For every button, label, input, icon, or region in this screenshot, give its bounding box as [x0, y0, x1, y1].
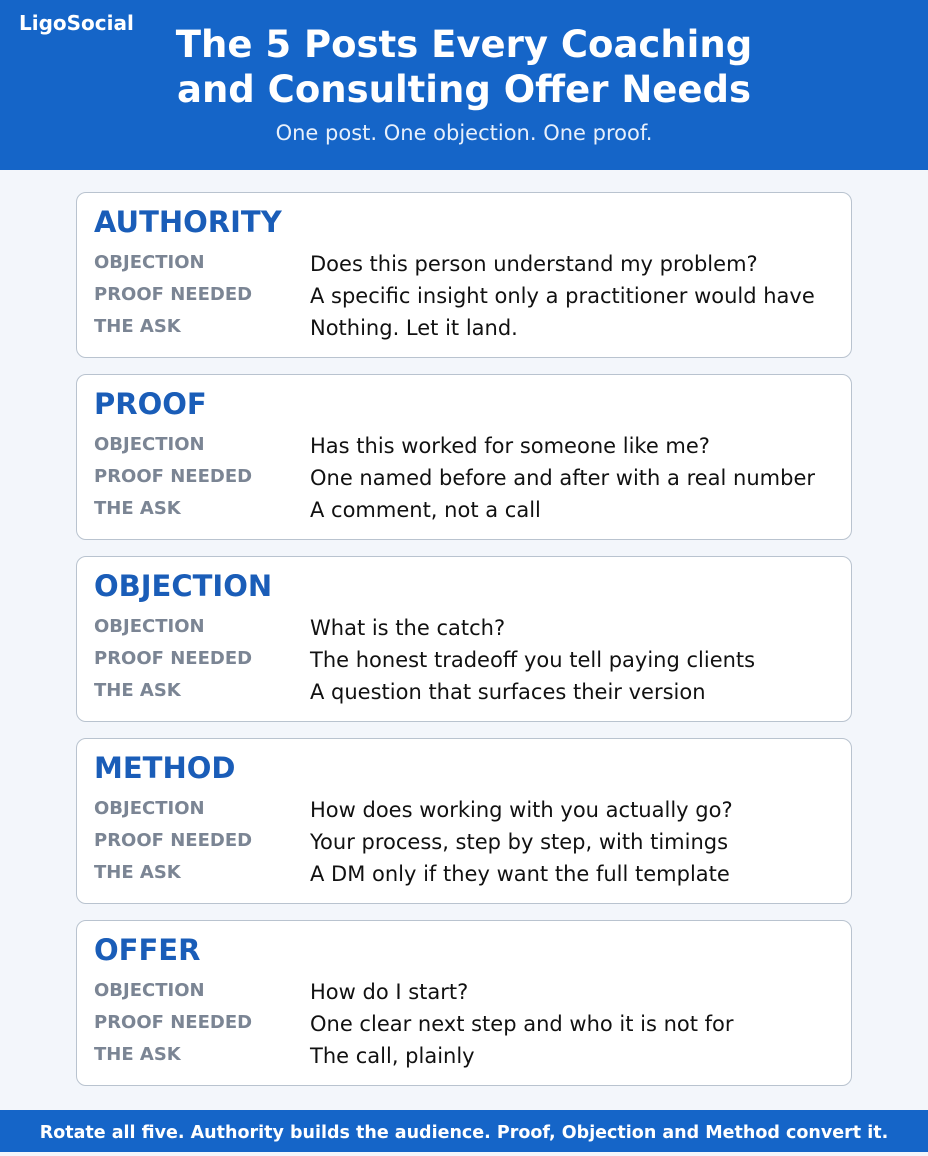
card-offer	[76, 920, 852, 1086]
proof-needed-value: Your process, step by step, with timings	[310, 830, 729, 854]
objection-value: Does this person understand my problem?	[310, 252, 758, 276]
footer-text: Rotate all five. Authority builds the audience. Proof, Objection and Method convert it.	[39, 1123, 889, 1143]
brand-logo: LigoSocial	[19, 11, 134, 35]
objection-label: OBJECTION	[94, 980, 205, 1001]
header-banner	[0, 0, 928, 170]
the-ask-value: The call, plainly	[310, 1044, 475, 1068]
objection-row	[94, 798, 841, 828]
proof-needed-value: A specific insight only a practitioner would have	[310, 284, 815, 308]
the-ask-row	[94, 680, 841, 710]
the-ask-value: Nothing. Let it land.	[310, 316, 518, 340]
objection-value: What is the catch?	[310, 616, 506, 640]
the-ask-row	[94, 316, 841, 346]
objection-label: OBJECTION	[94, 434, 205, 455]
proof-needed-row	[94, 648, 841, 678]
proof-needed-value: One clear next step and who it is not for	[310, 1012, 734, 1036]
card-title: OFFER	[94, 933, 201, 967]
card-method	[76, 738, 852, 904]
page-title	[0, 22, 928, 112]
proof-needed-row	[94, 830, 841, 860]
proof-needed-value: One named before and after with a real number	[310, 466, 815, 490]
the-ask-label: THE ASK	[94, 498, 181, 519]
the-ask-row	[94, 1044, 841, 1074]
objection-value: Has this worked for someone like me?	[310, 434, 710, 458]
proof-needed-label: PROOF NEEDED	[94, 284, 253, 305]
objection-row	[94, 980, 841, 1010]
objection-label: OBJECTION	[94, 798, 205, 819]
card-objection	[76, 556, 852, 722]
card-title: AUTHORITY	[94, 205, 282, 239]
the-ask-value: A DM only if they want the full template	[310, 862, 730, 886]
the-ask-value: A question that surfaces their version	[310, 680, 706, 704]
objection-row	[94, 616, 841, 646]
proof-needed-label: PROOF NEEDED	[94, 648, 253, 669]
objection-value: How does working with you actually go?	[310, 798, 733, 822]
page-subtitle: One post. One objection. One proof.	[275, 121, 653, 145]
proof-needed-row	[94, 466, 841, 496]
card-authority	[76, 192, 852, 358]
proof-needed-row	[94, 284, 841, 314]
the-ask-label: THE ASK	[94, 316, 181, 337]
objection-label: OBJECTION	[94, 616, 205, 637]
post-cards	[76, 192, 852, 1102]
the-ask-label: THE ASK	[94, 1044, 181, 1065]
proof-needed-row	[94, 1012, 841, 1042]
card-title: OBJECTION	[94, 569, 273, 603]
footer-banner	[0, 1110, 928, 1152]
title-line-2: and Consulting Offer Needs	[176, 68, 752, 111]
card-title: PROOF	[94, 387, 207, 421]
card-proof	[76, 374, 852, 540]
proof-needed-label: PROOF NEEDED	[94, 466, 253, 487]
proof-needed-label: PROOF NEEDED	[94, 830, 253, 851]
the-ask-value: A comment, not a call	[310, 498, 541, 522]
the-ask-row	[94, 862, 841, 892]
card-title: METHOD	[94, 751, 236, 785]
objection-row	[94, 434, 841, 464]
the-ask-label: THE ASK	[94, 862, 181, 883]
objection-value: How do I start?	[310, 980, 469, 1004]
proof-needed-value: The honest tradeoff you tell paying clients	[310, 648, 756, 672]
the-ask-row	[94, 498, 841, 528]
title-line-1: The 5 Posts Every Coaching	[175, 23, 753, 66]
objection-row	[94, 252, 841, 282]
objection-label: OBJECTION	[94, 252, 205, 273]
the-ask-label: THE ASK	[94, 680, 181, 701]
proof-needed-label: PROOF NEEDED	[94, 1012, 253, 1033]
